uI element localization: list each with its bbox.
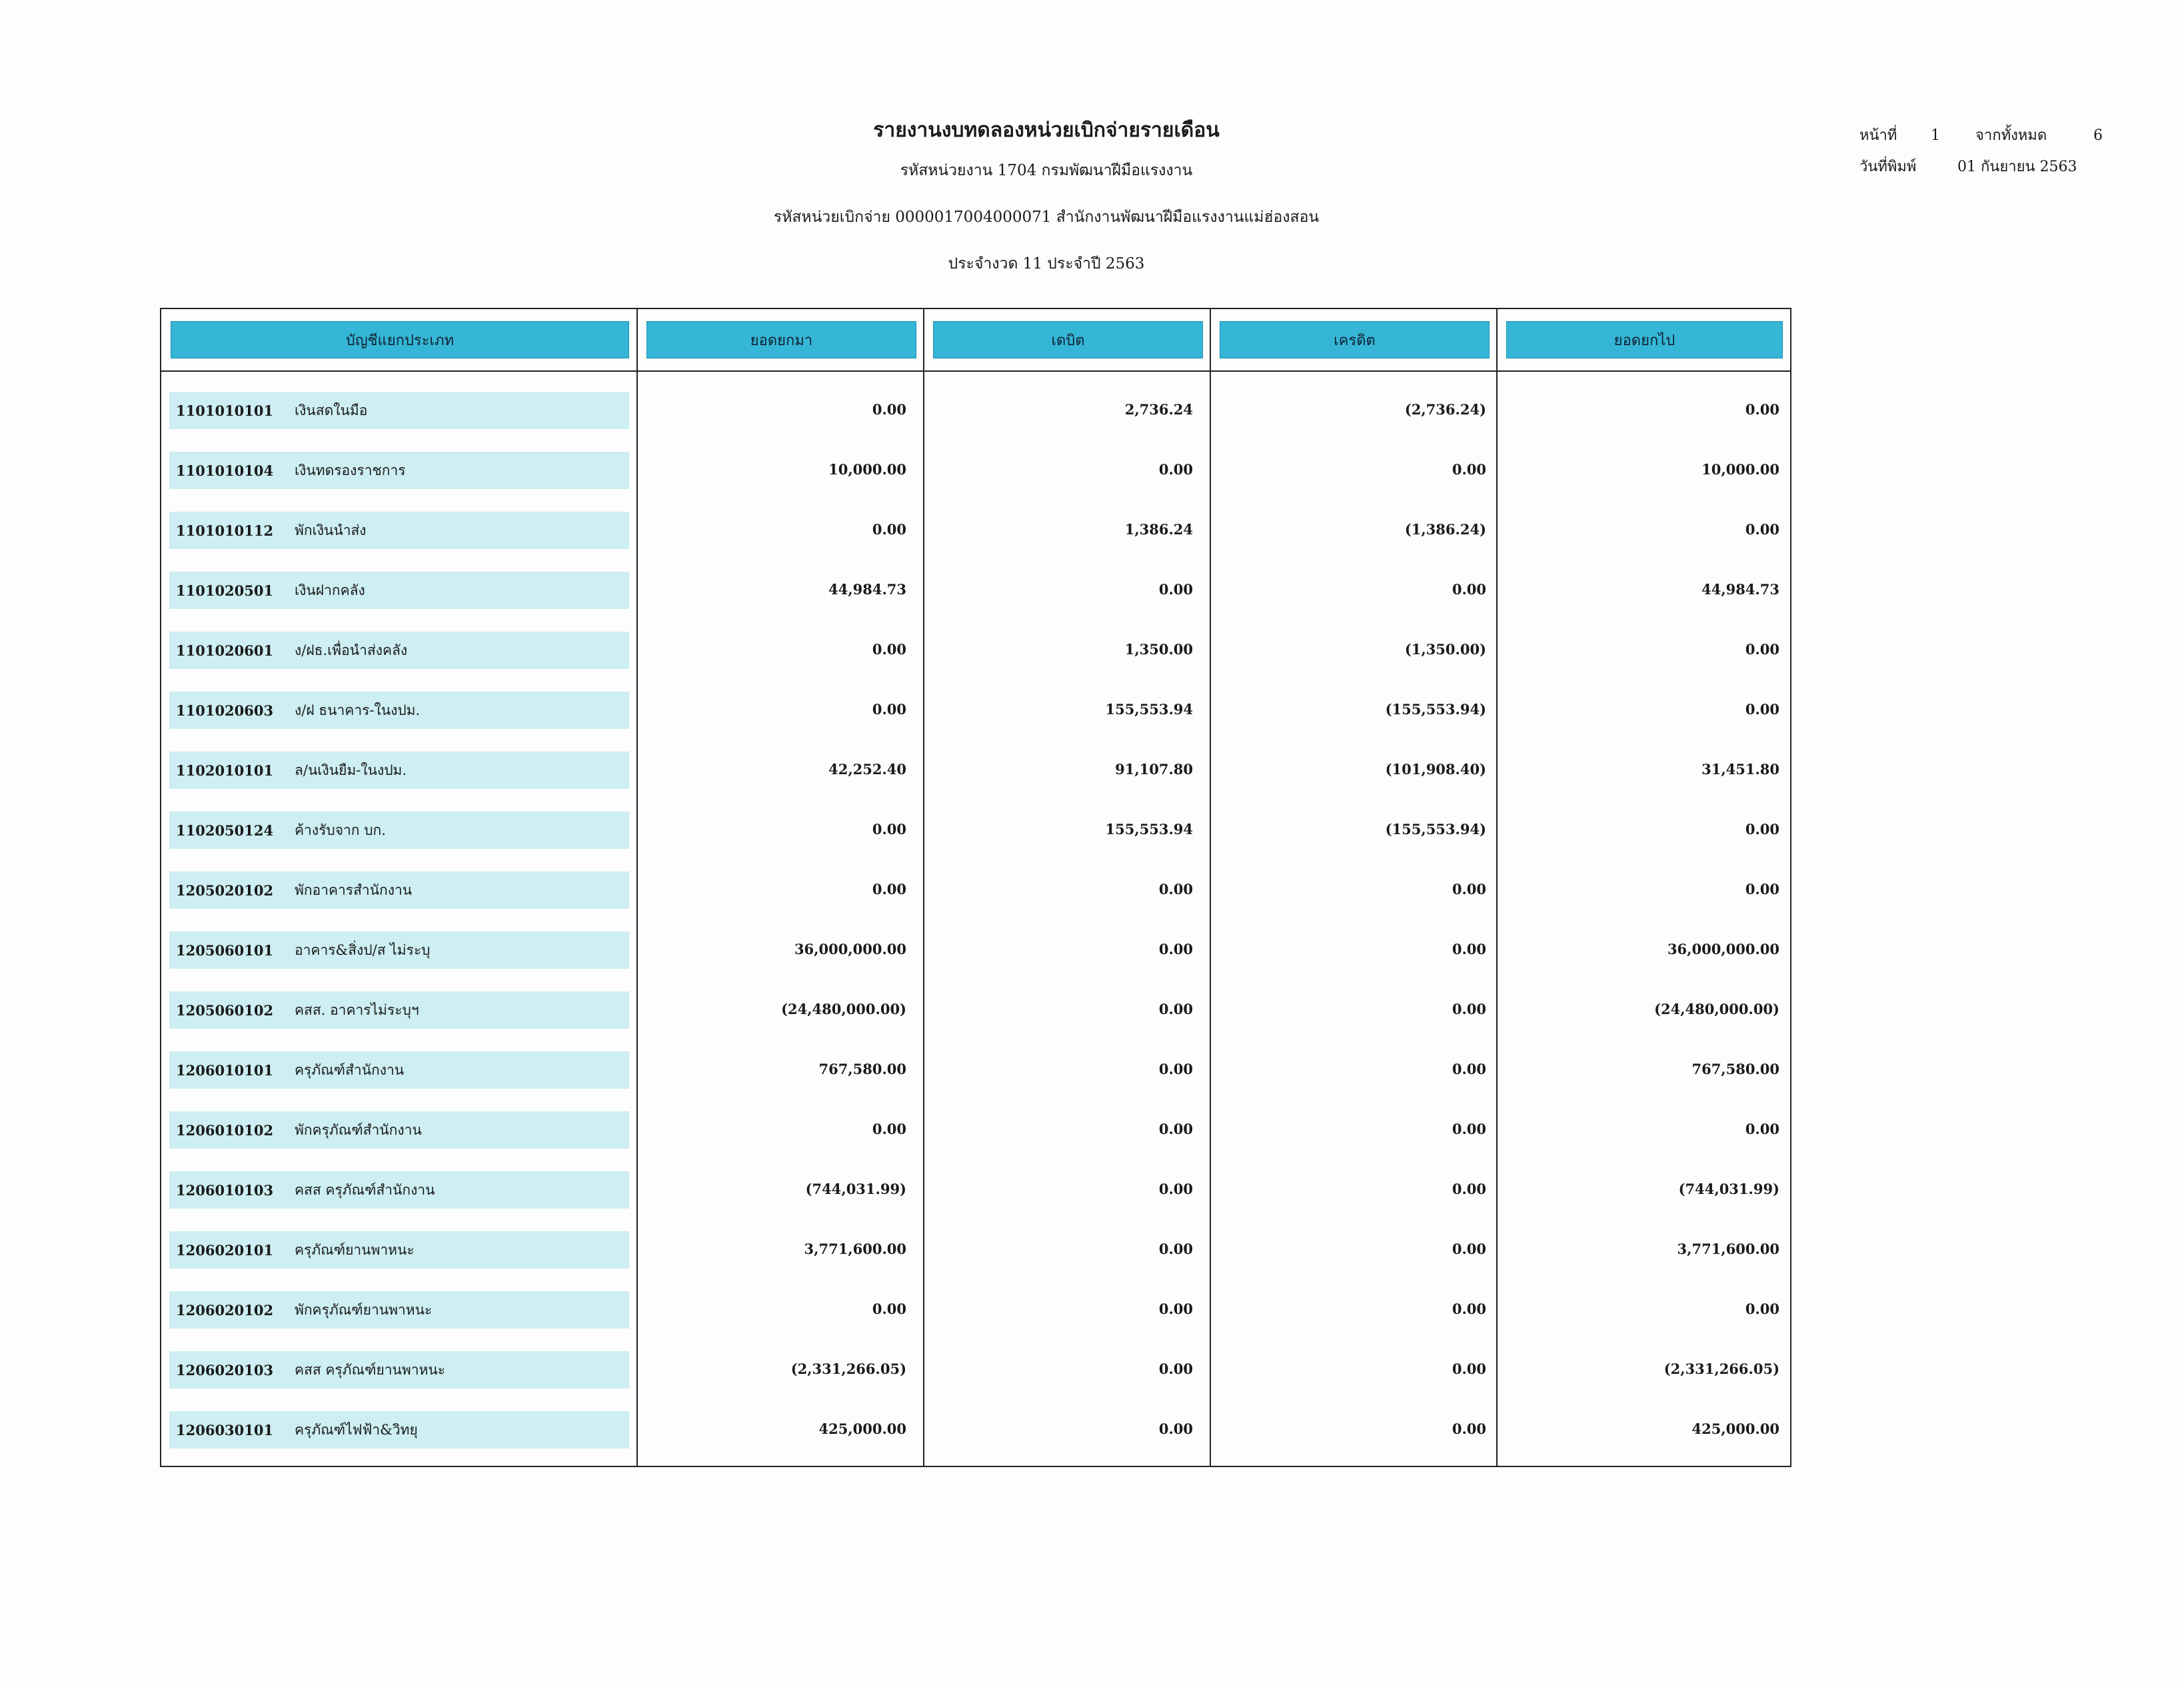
debit-value: 0.00 (1158, 1361, 1193, 1377)
credit-value: 0.00 (1452, 1301, 1486, 1317)
table-row (0, 572, 2184, 610)
account-cell (169, 1411, 629, 1448)
carried-forward-value: 0.00 (1745, 1121, 1779, 1137)
table-row (0, 1291, 2184, 1330)
account-name: พักครุภัณฑ์ยานพาหนะ (295, 1301, 433, 1318)
account-name: ง/ฝ ธนาคาร-ในงปม. (295, 702, 421, 718)
period-line: ประจำงวด 11 ประจำปี 2563 (948, 255, 1145, 273)
account-cell (169, 632, 629, 669)
table-row (0, 931, 2184, 970)
debit-value: 0.00 (1158, 1301, 1193, 1317)
table-row (0, 512, 2184, 550)
page-info (1859, 123, 2103, 147)
debit-value: 155,553.94 (1105, 701, 1193, 718)
account-code: 1206010103 (176, 1181, 274, 1199)
account-cell (169, 512, 629, 549)
table-row (0, 991, 2184, 1030)
account-name: ล/นเงินยืม-ในงปม. (295, 762, 407, 778)
account-name: คสส. อาคารไม่ระบุฯ (295, 1001, 419, 1018)
carried-forward-value: 0.00 (1745, 701, 1779, 718)
credit-value: (101,908.40) (1385, 761, 1486, 778)
debit-value: 2,736.24 (1124, 401, 1193, 418)
table-row (0, 812, 2184, 850)
account-cell (169, 752, 629, 789)
account-name: ครุภัณฑ์ไฟฟ้า&วิทยุ (295, 1421, 418, 1438)
account-code: 1206020101 (176, 1241, 274, 1259)
brought-forward-value: 0.00 (872, 401, 906, 418)
carried-forward-value: 3,771,600.00 (1677, 1241, 1779, 1257)
account-cell (169, 692, 629, 729)
account-code: 1101020601 (176, 642, 274, 659)
account-code: 1101020501 (176, 582, 274, 599)
credit-value: (2,736.24) (1404, 401, 1486, 418)
account-cell (169, 931, 629, 969)
carried-forward-value: (2,331,266.05) (1663, 1361, 1779, 1377)
brought-forward-value: 0.00 (872, 641, 906, 658)
page-number: 1 (1931, 127, 1940, 144)
agency-line: รหัสหน่วยงาน 1704 กรมพัฒนาฝีมือแรงงาน (900, 162, 1193, 179)
table-row (0, 452, 2184, 490)
credit-value: 0.00 (1452, 881, 1486, 897)
disbursement-unit-line: รหัสหน่วยเบิกจ่าย 0000017004000071 สำนักงานพัฒนาฝีมือแรงงานแม่ฮ่องสอน (773, 209, 1320, 226)
header-debit: เดบิต (933, 321, 1203, 358)
carried-forward-value: (24,480,000.00) (1654, 1001, 1779, 1017)
debit-value: 0.00 (1158, 461, 1193, 478)
brought-forward-value: 44,984.73 (828, 581, 906, 598)
carried-forward-value: 36,000,000.00 (1667, 941, 1779, 957)
account-name: เงินสดในมือ (295, 402, 368, 418)
account-code: 1205020102 (176, 881, 274, 899)
account-code: 1206010101 (176, 1061, 274, 1079)
account-name: ครุภัณฑ์ยานพาหนะ (295, 1241, 415, 1258)
account-code: 1102050124 (176, 822, 274, 839)
credit-value: (1,350.00) (1404, 641, 1486, 658)
carried-forward-value: 0.00 (1745, 1301, 1779, 1317)
account-name: พักครุภัณฑ์สำนักงาน (295, 1121, 422, 1138)
account-name: ง/ฝธ.เพื่อนำส่งคลัง (295, 642, 408, 658)
brought-forward-value: 0.00 (872, 821, 906, 838)
page-label: หน้าที่ (1859, 127, 1897, 144)
account-name: คสส ครุภัณฑ์สำนักงาน (295, 1181, 435, 1198)
credit-value: 0.00 (1452, 1001, 1486, 1017)
carried-forward-value: (744,031.99) (1678, 1181, 1779, 1197)
credit-value: 0.00 (1452, 941, 1486, 957)
credit-value: (155,553.94) (1385, 701, 1486, 718)
brought-forward-value: 36,000,000.00 (794, 941, 906, 957)
account-cell (169, 1351, 629, 1389)
table-row (0, 692, 2184, 730)
account-cell (169, 1171, 629, 1209)
table-row (0, 1171, 2184, 1210)
account-cell (169, 1231, 629, 1269)
account-code: 1206030101 (176, 1421, 274, 1438)
account-cell (169, 1291, 629, 1329)
carried-forward-value: 0.00 (1745, 641, 1779, 658)
account-name: เงินฝากคลัง (295, 582, 365, 598)
debit-value: 1,386.24 (1124, 521, 1193, 538)
debit-value: 155,553.94 (1105, 821, 1193, 838)
brought-forward-value: 0.00 (872, 701, 906, 718)
debit-value: 0.00 (1158, 1420, 1193, 1437)
account-code: 1206020103 (176, 1361, 274, 1379)
account-code: 1206020102 (176, 1301, 274, 1319)
debit-value: 0.00 (1158, 1001, 1193, 1017)
account-cell (169, 1051, 629, 1089)
of-total-label: จากทั้งหมด (1975, 127, 2047, 144)
account-cell (169, 1111, 629, 1149)
credit-value: (155,553.94) (1385, 821, 1486, 838)
table-row (0, 632, 2184, 670)
credit-value: 0.00 (1452, 1061, 1486, 1077)
brought-forward-value: 0.00 (872, 521, 906, 538)
carried-forward-value: 10,000.00 (1701, 461, 1779, 478)
debit-value: 0.00 (1158, 941, 1193, 957)
account-name: อาคาร&สิ่งป/ส ไม่ระบุ (295, 941, 431, 958)
account-cell (169, 392, 629, 429)
total-pages: 6 (2093, 127, 2103, 144)
account-code: 1101020603 (176, 702, 274, 719)
table-row (0, 1351, 2184, 1390)
debit-value: 0.00 (1158, 881, 1193, 897)
credit-value: 0.00 (1452, 1121, 1486, 1137)
debit-value: 91,107.80 (1115, 761, 1193, 778)
debit-value: 0.00 (1158, 1121, 1193, 1137)
table-row (0, 1231, 2184, 1270)
table-row (0, 1051, 2184, 1090)
header-credit: เครดิต (1220, 321, 1490, 358)
account-code: 1101010104 (176, 462, 274, 479)
carried-forward-value: 767,580.00 (1691, 1061, 1779, 1077)
carried-forward-value: 0.00 (1745, 881, 1779, 897)
brought-forward-value: 0.00 (872, 881, 906, 897)
carried-forward-value: 44,984.73 (1701, 581, 1779, 598)
brought-forward-value: 3,771,600.00 (804, 1241, 906, 1257)
header-carried-forward: ยอดยกไป (1506, 321, 1783, 358)
account-cell (169, 812, 629, 849)
brought-forward-value: (744,031.99) (805, 1181, 906, 1197)
carried-forward-value: 0.00 (1745, 521, 1779, 538)
account-code: 1205060101 (176, 941, 274, 959)
credit-value: 0.00 (1452, 1361, 1486, 1377)
header-brought-forward: ยอดยกมา (646, 321, 916, 358)
table-row (0, 752, 2184, 790)
table-row (0, 392, 2184, 430)
brought-forward-value: 0.00 (872, 1301, 906, 1317)
account-code: 1102010101 (176, 762, 274, 779)
account-code: 1205060102 (176, 1001, 274, 1019)
carried-forward-value: 425,000.00 (1691, 1420, 1779, 1437)
header-account: บัญชีแยกประเภท (171, 321, 629, 358)
account-name: พักอาคารสำนักงาน (295, 881, 413, 898)
credit-value: 0.00 (1452, 1241, 1486, 1257)
print-date-label: วันที่พิมพ์ (1859, 159, 1917, 175)
brought-forward-value: (2,331,266.05) (790, 1361, 906, 1377)
account-code: 1101010101 (176, 402, 274, 419)
report-title: รายงานงบทดลองหน่วยเบิกจ่ายรายเดือน (873, 119, 1220, 142)
brought-forward-value: (24,480,000.00) (781, 1001, 906, 1017)
account-cell (169, 572, 629, 609)
account-cell (169, 991, 629, 1029)
table-row (0, 1411, 2184, 1450)
table-row (0, 871, 2184, 910)
brought-forward-value: 0.00 (872, 1121, 906, 1137)
debit-value: 0.00 (1158, 1061, 1193, 1077)
credit-value: 0.00 (1452, 461, 1486, 478)
account-code: 1206010102 (176, 1121, 274, 1139)
account-name: เงินทดรองราชการ (295, 462, 406, 478)
print-date: 01 กันยายน 2563 (1957, 159, 2077, 175)
header-rule (160, 370, 1791, 372)
brought-forward-value: 767,580.00 (818, 1061, 906, 1077)
debit-value: 0.00 (1158, 1241, 1193, 1257)
account-name: พักเงินนำส่ง (295, 522, 367, 538)
account-cell (169, 452, 629, 489)
credit-value: (1,386.24) (1404, 521, 1486, 538)
account-name: ครุภัณฑ์สำนักงาน (295, 1061, 405, 1078)
debit-value: 0.00 (1158, 581, 1193, 598)
account-code: 1101010112 (176, 522, 274, 539)
carried-forward-value: 0.00 (1745, 821, 1779, 838)
credit-value: 0.00 (1452, 1181, 1486, 1197)
debit-value: 1,350.00 (1124, 641, 1193, 658)
credit-value: 0.00 (1452, 581, 1486, 598)
account-name: คสส ครุภัณฑ์ยานพาหนะ (295, 1361, 446, 1378)
account-cell (169, 871, 629, 909)
carried-forward-value: 31,451.80 (1701, 761, 1779, 778)
brought-forward-value: 10,000.00 (828, 461, 906, 478)
table-row (0, 1111, 2184, 1150)
account-name: ค้างรับจาก บก. (295, 822, 386, 838)
carried-forward-value: 0.00 (1745, 401, 1779, 418)
brought-forward-value: 42,252.40 (828, 761, 906, 778)
print-date-info (1859, 155, 2077, 178)
brought-forward-value: 425,000.00 (818, 1420, 906, 1437)
credit-value: 0.00 (1452, 1420, 1486, 1437)
debit-value: 0.00 (1158, 1181, 1193, 1197)
